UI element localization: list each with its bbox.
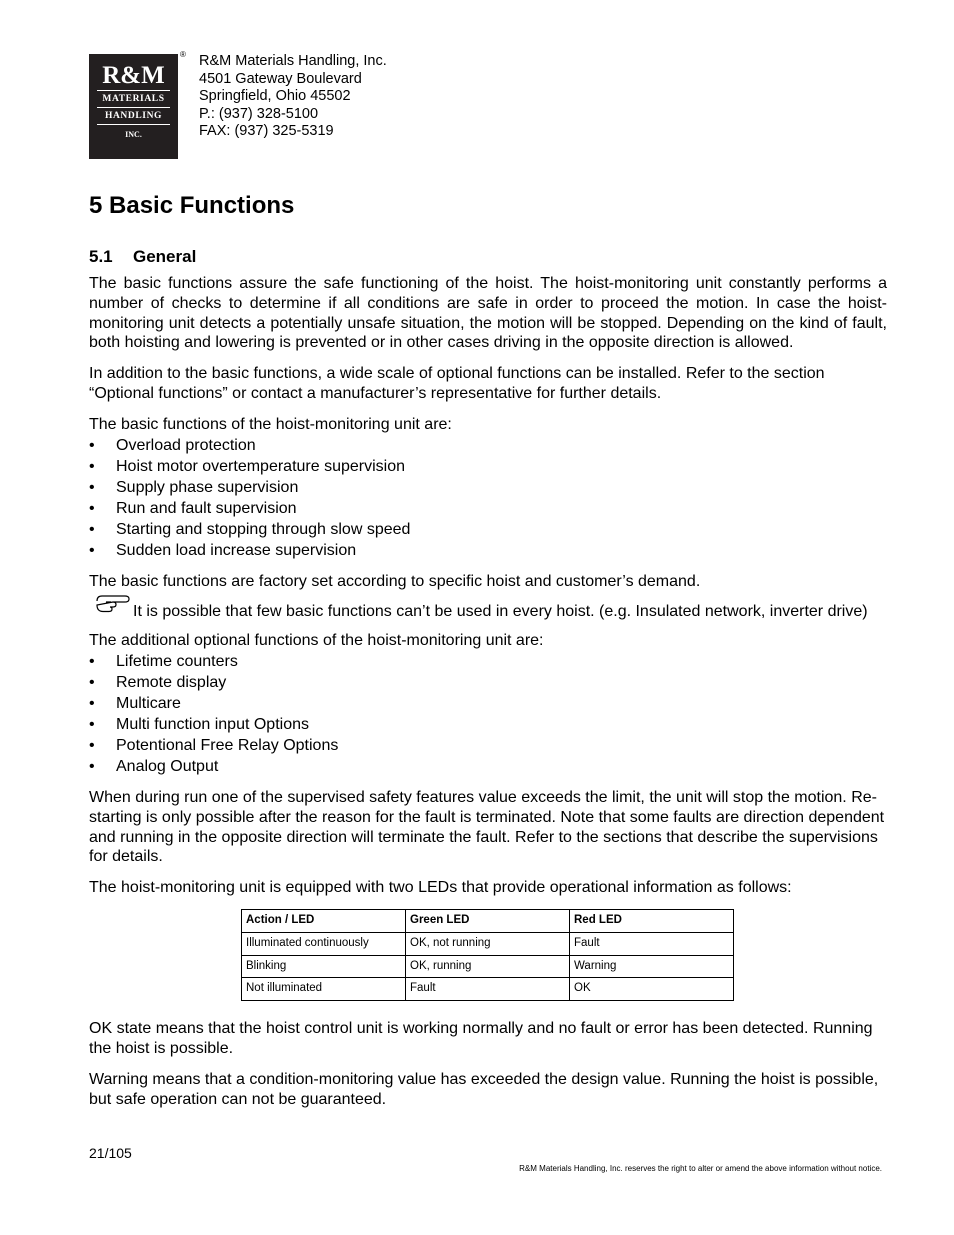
- table-header-row: [242, 909, 734, 932]
- paragraph-optional-intro: The additional optional functions of the hoist-monitoring unit are:: [89, 632, 544, 650]
- list-item: • Multi function input Options: [89, 714, 887, 735]
- logo-line-inc: INC.: [125, 130, 142, 139]
- pointing-hand-icon: [95, 591, 131, 613]
- table-row: [242, 978, 734, 1001]
- table-header-cell: Red LED: [570, 909, 734, 932]
- paragraph-basic-intro: The basic functions of the hoist-monitoring unit are:: [89, 415, 452, 433]
- subsection-number: 5.1: [89, 247, 113, 266]
- table-cell: Fault: [406, 978, 570, 1001]
- table-row: [242, 955, 734, 978]
- list-item: • Hoist motor overtemperature supervision: [89, 456, 887, 477]
- paragraph-intro: The basic functions assure the safe functioning of the hoist. The hoist-monitoring unit constantly performs a number of checks to determine if all conditions are safe in order to proceed the motion. In case the hoist-monitoring unit detects a potentially unsafe situation, the motion will be stopped. Depending on the kind of fault, both hoisting and lowering is prevented or in other cases driving in the opposite direction is allowed.: [89, 275, 887, 352]
- table-cell: Blinking: [242, 955, 406, 978]
- logo-divider: [97, 107, 170, 108]
- list-item: • Analog Output: [89, 756, 887, 777]
- list-item: • Starting and stopping through slow speed: [89, 519, 887, 540]
- list-item: • Multicare: [89, 693, 887, 714]
- paragraph-led-intro: The hoist-monitoring unit is equipped with two LEDs that provide operational information as follows:: [89, 879, 792, 897]
- list-item: • Run and fault supervision: [89, 498, 887, 519]
- note-block: [89, 602, 887, 622]
- list-item: • Overload protection: [89, 435, 887, 456]
- table-cell: Not illuminated: [242, 978, 406, 1001]
- paragraph-warning-state: Warning means that a condition-monitoring value has exceeded the design value. Running the hoist is possible, but safe operation can not be guaranteed.: [89, 1070, 879, 1108]
- logo-divider: [97, 90, 170, 91]
- list-item: • Remote display: [89, 672, 887, 693]
- basic-functions-list: [89, 435, 887, 561]
- subsection-title: General: [133, 247, 197, 266]
- paragraph-fault-behaviour: When during run one of the supervised safety features value exceeds the limit, the unit will stop the motion. Re-starting is only possible after the reason for the fault is terminated. Note that some faults are direction dependent and running in the opposite direction will terminate the fault. Refer to the sections that describe the supervisions for details.: [89, 788, 885, 866]
- logo-line-materials: MATERIALS: [102, 94, 165, 104]
- table-cell: Fault: [570, 932, 734, 955]
- footer-disclaimer: R&M Materials Handling, Inc. reserves the right to alter or amend the above information without notice.: [519, 1164, 882, 1173]
- company-logo: [89, 54, 178, 159]
- paragraph-factory-set: The basic functions are factory set according to specific hoist and customer’s demand.: [89, 572, 701, 590]
- table-header-cell: Green LED: [406, 909, 570, 932]
- table-cell: OK, running: [406, 955, 570, 978]
- company-address: [199, 53, 387, 141]
- table-header-cell: Action / LED: [242, 909, 406, 932]
- city-state-zip: Springfield, Ohio 45502: [199, 88, 351, 105]
- table-cell: Illuminated continuously: [242, 932, 406, 955]
- optional-functions-list: [89, 651, 887, 777]
- list-item: • Supply phase supervision: [89, 477, 887, 498]
- registered-mark: ®: [180, 50, 186, 59]
- paragraph-optional: In addition to the basic functions, a wide scale of optional functions can be installed. Refer to the section “Optional functions” or contact a manufacturer’s representative for further details.: [89, 365, 825, 402]
- led-table: [241, 909, 734, 1001]
- section-heading: 5 Basic Functions: [89, 192, 295, 219]
- table-cell: Warning: [570, 955, 734, 978]
- logo-line-handling: HANDLING: [104, 111, 163, 121]
- paragraph-ok-state: OK state means that the hoist control unit is working normally and no fault or error has been detected. Running the hoist is possible.: [89, 1020, 873, 1057]
- logo-divider: [97, 124, 170, 125]
- table-cell: OK: [570, 978, 734, 1001]
- document-body: [89, 274, 887, 1120]
- phone-number: P.: (937) 328-5100: [199, 105, 319, 122]
- table-cell: OK, not running: [406, 932, 570, 955]
- list-item: • Sudden load increase supervision: [89, 540, 887, 561]
- page-number: 21/105: [89, 1145, 132, 1161]
- logo-mark: R&M: [102, 62, 165, 89]
- list-item: • Lifetime counters: [89, 651, 887, 672]
- list-item: • Potentional Free Relay Options: [89, 735, 887, 756]
- subsection-heading: [89, 247, 196, 267]
- table-row: [242, 932, 734, 955]
- fax-number: FAX: (937) 325-5319: [199, 123, 334, 140]
- note-text: It is possible that few basic functions can’t be used in every hoist. (e.g. Insulated network, inverter drive): [133, 603, 868, 621]
- company-name: R&M Materials Handling, Inc.: [199, 53, 387, 69]
- street-address: 4501 Gateway Boulevard: [199, 70, 362, 87]
